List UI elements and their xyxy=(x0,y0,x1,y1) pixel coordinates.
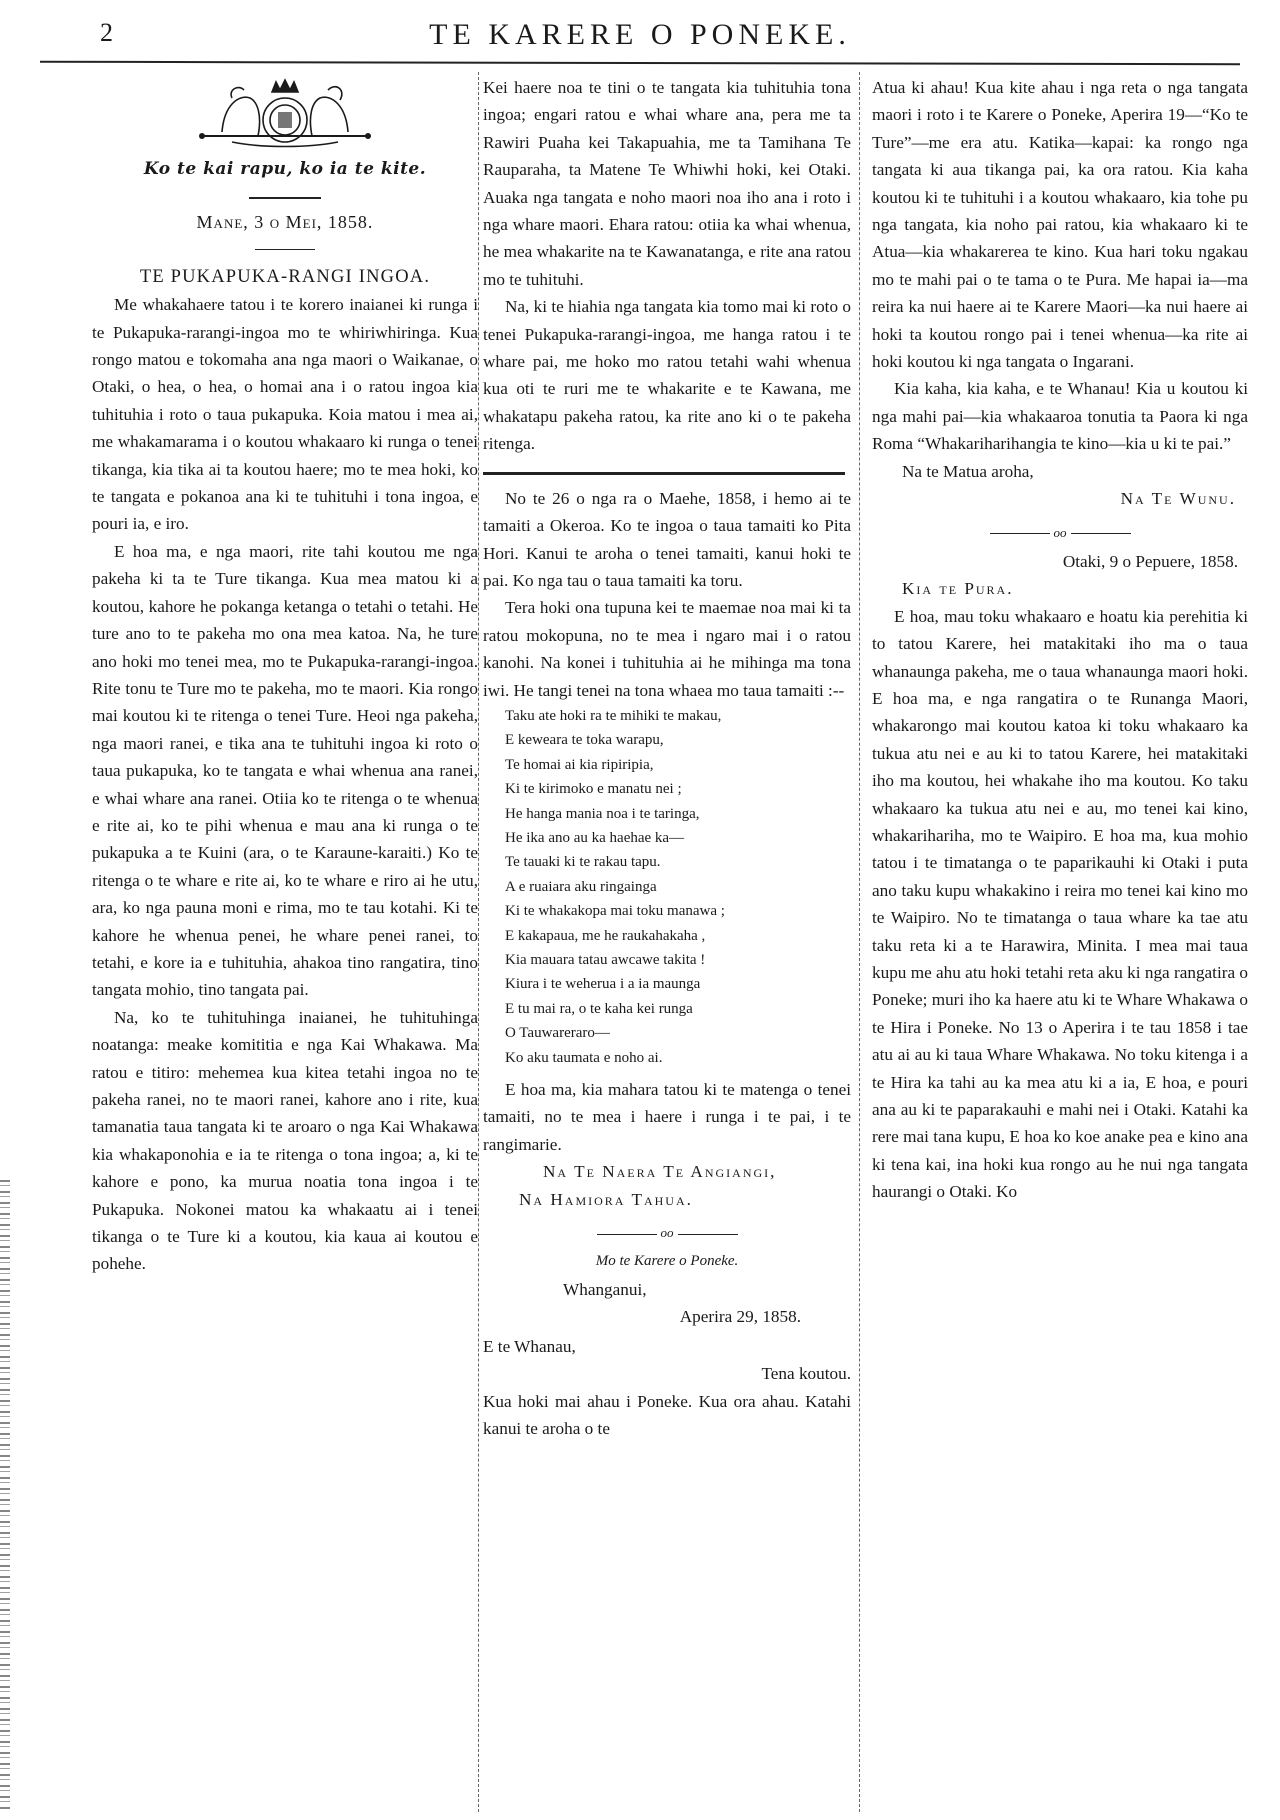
page-number: 2 xyxy=(100,18,113,47)
article-headline: TE PUKAPUKA-RANGI INGOA. xyxy=(139,266,431,287)
article-paragraph: Na, ko te tuhituhinga inaianei, he tuhituhinga noatanga: meake komititia e nga Kai Whakawa. Ma ratou e titiro: mehemea kua kitea tetahi ingoa no te pakeha ranei, no te maori ranei, kahore ano i rite, kua tamanatia taua tangata ki te aroaro o nga Kai Whakawa kia whakaponohia e ia te ritenga o tona ingoa; a, ki te kahore e pono, ka murua noatia tona ingoa i te Pukapuka. Nokonei matou ka whakaatu ai i tenei tikanga o te Ture ki a koutou, kia kaua ai koutou e pohehe. xyxy=(92,1007,478,1274)
letter-date: Aperira 29, 1858. xyxy=(679,1307,801,1327)
lament-poem xyxy=(505,704,851,1070)
poem-line: Te tauaki ki te rakau tapu. xyxy=(505,854,661,871)
column-3 xyxy=(872,70,1248,1206)
issue-date: Mane, 3 o Mei, 1858. xyxy=(196,212,374,233)
article-paragraph: Me whakahaere tatou i te korero inaianei ki runga i te Pukapuka-rarangi-ingoa mo te whiriwhiringa. Kua rongo matou e tokomaha ana nga maori o Waikanae, o Otaki, o hea, o hea, o homai ana i o ratou ingoa kia tuhituhia i roto o taua pukapuka. Koia matou i mea ai, me whakamarama i o koutou whakaaro ki runga o tenei tikanga, kia tika ai ta koutou haere; mo te mea hoki, ko te tangata e pokanoa ana ki te tuhituhi i tona ingoa, e pouri ia, e iro. xyxy=(92,295,478,534)
poem-line: Ki te kirimoko e manatu nei ; xyxy=(505,781,682,798)
column-2 xyxy=(483,70,851,1442)
poem-line: E kakapaua, me he raukahakaha , xyxy=(505,927,706,944)
letter-paragraph: Atua ki ahau! Kua kite ahau i nga reta o nga tangata maori i roto i te Karere o Poneke, Aperira 19—“Ko te Ture”—me era atu. Katika—kapai: ka rongo nga tangata ki aua tikanga pai, ka ora ratou. Kia kaha koutou ki te tuhituhi i a koutou whakaaro, kia tohe pu nga tangata, kia noho pai ratou, kia whakaaro ki te Atua—kia whakarerea te kino. Kua hari toku ngakau mo te mahi pai o te tama o te Pura. Me hapai ia—ma reira ka nui haere ai te Karere Maori—ka nui haere ai hoki ta koutou rongo pai i tenei whenua—ka rite ai hoki koutou ki nga tangata o Ingarani. xyxy=(872,78,1248,372)
column-divider xyxy=(478,72,479,1812)
article-paragraph: Na, ki te hiahia nga tangata kia tomo mai ki roto o tenei Pukapuka-rarangi-ingoa, me hanga ratou i te whare pai, me hoko mo ratou tetahi wahi whenua kua oti te ruri me te whakarite e te Kawana, me whakatapu pakeha ratou, ka rite ano ki o te pakeha ritenga. xyxy=(483,297,851,454)
letter-paragraph: E hoa, mau toku whakaaro e hoatu kia perehitia ki to tatou Karere, hei matakitaki iho ma o taua whanaunga pakeha, me o taua whanaunga maori hoki. E hoa ma, e nga rangatira o te Runanga Maori, whakarongo mai koutou katoa ki toku whakaaro ka tukua atu nei e au ki to tatou Karere, hei matakitaki iho ma koutou, hei whakahe iho ma koutou. Ko taku whakaaro ka tukua atu nei e au, mo tenei kai kino, whakarihariha, mo te Waipiro. E hoa ma, kua mohio tatou i te timatanga o te paparikauhi ki Otaki i puta ano taku kupu whakakino i reira mo tenei kai kino mo te Waipiro. No te timatanga o taua whare ka tae atu taku reta ki a te Harawira, Minita. I mea mai taua kupu me ahu atu hoki tetahi reta aku ki nga rangatira o Poneke; muri iho ka haere atu ki te Whare Whakawa o te Hira i Poneke. No 13 o Aperira i te tau 1858 i tae atu ai au ki taua Whare Whakawa. No toku kitenga i a te Hira ka tahi au ka mea atu ki a ia, E hoa, e pouri ana au ki te paparakauhi e mahi nei i Otaki. Katahi ka rere mai tana kupu, E hoa ko koe anake pea e kino ana ki tena kai, ina hoki kua rongo au he nui nga tangata haurangi o Otaki. Ko xyxy=(872,606,1248,1202)
letter-paragraph: Kua hoki mai ahau i Poneke. Kua ora ahau. Katahi kanui te aroha o te xyxy=(483,1391,851,1438)
ornament-divider: oo xyxy=(872,519,1248,546)
letter-paragraph: Kia kaha, kia kaha, e te Whanau! Kia u koutou ki nga mahi pai—kia whakaaroa tonutia ta Paora ki nga Roma “Whakariharihangia te kino—kia u ki te pai.” xyxy=(872,379,1248,454)
poem-line: He ika ano au ka haehae ka— xyxy=(505,829,685,846)
poem-line: Te homai ai kia ripiripia, xyxy=(505,756,654,773)
column-1 xyxy=(92,70,478,1278)
poem-line: A e ruaiara aku ringainga xyxy=(505,878,657,895)
ornament-divider: oo xyxy=(483,1219,851,1246)
poem-line: Kia mauara tatau awcawe takita ! xyxy=(505,952,706,968)
letter-greeting: Tena koutou. xyxy=(761,1364,851,1384)
letter-place: Whanganui, xyxy=(563,1279,647,1299)
poem-line: E tu mai ra, o te kaha kei runga xyxy=(505,1000,693,1017)
poem-line: O Tauwareraro— xyxy=(505,1025,610,1042)
article-paragraph: Kei haere noa te tini o te tangata kia tuhituhia tona ingoa; engari ratou e whai whare ana, pera me ta Rawiri Puaha kei Takapuahia, me ta Tamihana Te Rauparaha, ta Matene Te Whiwhi hoki, kei Otaki. Auaka nga tangata e noho maori noa iho ana i roto i nga whare maori. Ehara ratou: otiia ka whai whenua, he mea whakarite na te Kawanatanga, e rite ana ratou mo te tuhituhi. xyxy=(483,78,851,289)
letter-addressee: Kia te Pura. xyxy=(902,579,1014,599)
scan-edge-artifact xyxy=(0,1180,10,1810)
poem-line: He hanga mania noa i te taringa, xyxy=(505,805,700,822)
motto: Ko te kai rapu, ko ia te kite. xyxy=(143,159,427,179)
poem-line: Kiura i te weherua i a ia maunga xyxy=(505,976,701,993)
section-rule xyxy=(483,472,845,475)
closing-paragraph: E hoa ma, kia mahara tatou ki te matenga o tenei tamaiti, no te mea i haere i runga i te pai, i te rangimarie. xyxy=(483,1080,851,1154)
poem-line: Ki te whakakopa mai toku manawa ; xyxy=(505,903,725,920)
poem-line: Ko aku taumata e noho ai. xyxy=(505,1049,663,1066)
column-divider xyxy=(859,72,860,1812)
letter-sign-off: Na te Matua aroha, xyxy=(902,461,1034,481)
divider xyxy=(255,249,315,250)
masthead-title: TE KARERE O PONEKE. xyxy=(429,18,851,51)
obituary-paragraph: Tera hoki ona tupuna kei te maemae noa mai ki ta ratou mokopuna, no te mea i ngaro mai i o ratou kanohi. Na konei i tuhituhia ai he mihinga ma tona iwi. He tangi tenei na tona whaea mo taua tamaiti :-- xyxy=(483,598,851,700)
poem-line: E keweara te toka warapu, xyxy=(505,732,664,749)
header-rule xyxy=(40,61,1240,66)
signature: Na Te Wunu. xyxy=(1120,489,1236,509)
article-paragraph: E hoa ma, e nga maori, rite tahi koutou me nga pakeha ki ta te Ture tikanga. Kua mea matou ki a koutou, kahore he pokanga ketanga o tetahi o tetahi. He ture ano to te pakeha mo ona mea katoa. Na, he ture ano hoki mo tenei mea, mo te Pukapuka-rarangi-ingoa. Rite tonu te Ture mo te pakeha, mo te maori. Kia rongo mai koutou ki te ritenga o tenei Ture. Heoi nga pakeha, nga maori ranei, e tika ana te tuhituhi ingoa ki roto o taua pukapuka, ko te tangata e whai whenua ana ranei, e whai whare ana ranei. Otiia ko te ritenga o te whenua e rite ai, ko te pihi whenua e mau ana ki runga o te pukapuka a te Kuini (ara, o te Karaune-karaiti.) Ko te ritenga o te whare e rite ai, ko te whare e riro ai he utu, ara, ko nga pauna moni e rima, mo te tau kotahi. Ki te kahore he whenua penei, he whare penei ranei, to tetahi, e kore ia e tuhituhia, ahakoa tino rangatira, tino tangata mohio, tino tangata pai. xyxy=(92,541,478,1000)
letter-salutation: E te Whanau, xyxy=(483,1336,576,1356)
obituary-paragraph: No te 26 o nga ra o Maehe, 1858, i hemo ai te tamaiti a Okeroa. Ko te ingoa o taua tamaiti ko Pita Hori. Kanui te aroha o tenei tamaiti, kanui hoki te pai. Ko nga tau o taua tamaiti ka toru. xyxy=(483,488,851,590)
letter-heading: Mo te Karere o Poneke. xyxy=(595,1253,739,1270)
royal-crest-icon xyxy=(192,76,378,148)
letter-date: Otaki, 9 o Pepuere, 1858. xyxy=(1062,551,1238,571)
poem-line: Taku ate hoki ra te mihiki te makau, xyxy=(505,707,722,724)
divider xyxy=(249,197,321,199)
signature: Na Hamiora Tahua. xyxy=(519,1189,693,1209)
signature: Na Te Naera Te Angiangi, xyxy=(543,1162,777,1182)
